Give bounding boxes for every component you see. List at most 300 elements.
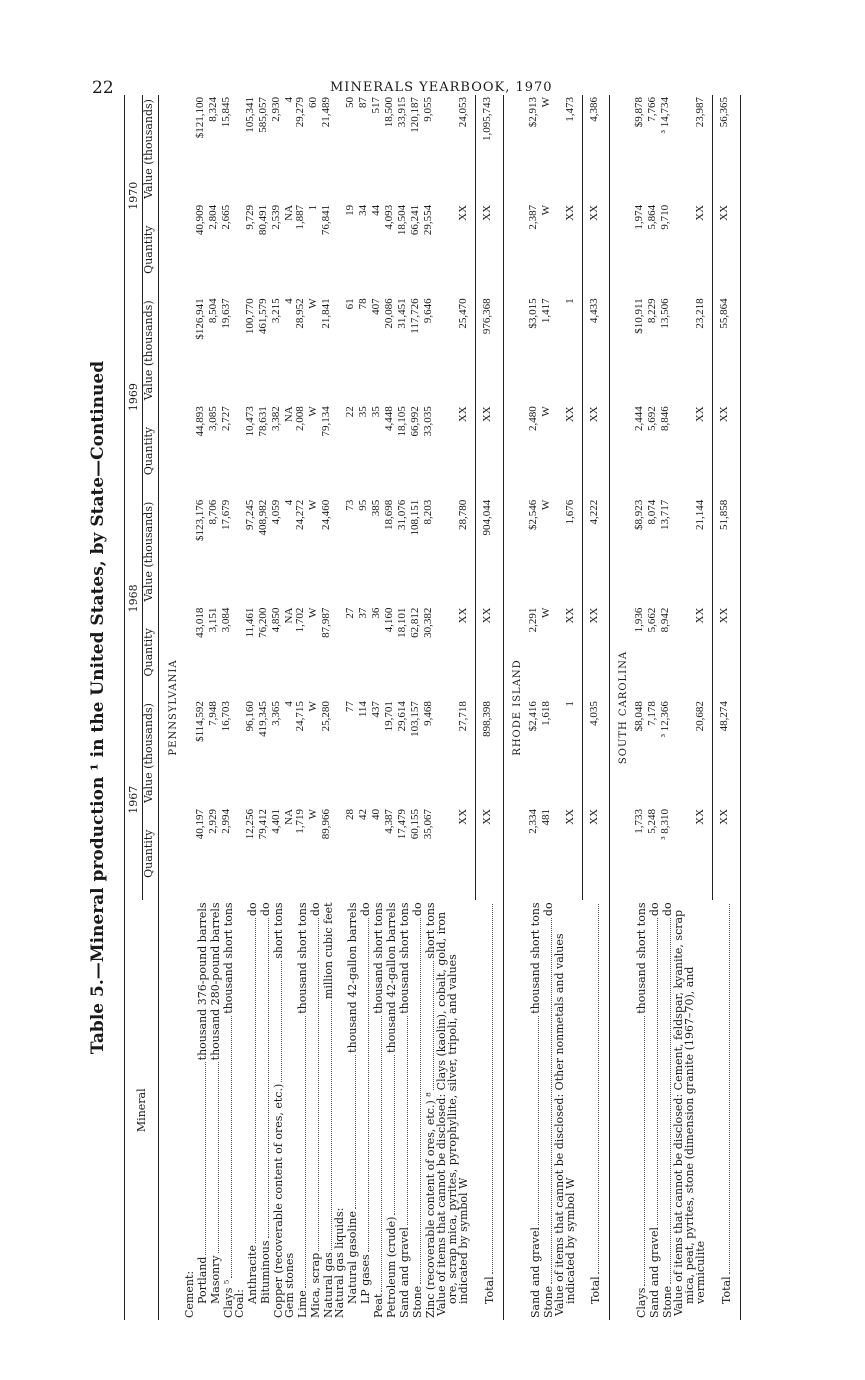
value-cell: 4 (283, 499, 295, 506)
total-value-cell: 55,864 (713, 296, 736, 404)
mineral-label: Bituminous (259, 1240, 272, 1304)
value-cell: 385 (370, 499, 382, 517)
mineral-label: Natural gasoline (346, 1210, 359, 1304)
value-cell: 2,930 (270, 97, 282, 122)
total-quantity-cell: XX (582, 203, 605, 296)
mineral-column-header: Mineral (135, 1088, 148, 1133)
total-value-cell: 56,365 (713, 95, 736, 203)
quantity-cell: 5,248 (646, 808, 658, 834)
quantity-cell: W (307, 808, 319, 820)
quantity-cell: 8,942 (659, 607, 671, 633)
state-heading-row (503, 95, 528, 1320)
value-cell: 8,706 (207, 499, 219, 525)
mineral-cell (234, 900, 245, 1320)
quantity-cell: 30,382 (422, 607, 434, 638)
quantity-cell: 36 (370, 607, 382, 619)
value-cell: 408,982 (257, 499, 269, 536)
value-cell: 24,053 (457, 97, 469, 128)
quantity-cell: W (539, 204, 552, 216)
quantity-cell: 2,444 (633, 406, 645, 432)
quantity-cell: 481 (539, 808, 552, 826)
value-cell: 4,059 (270, 499, 282, 525)
quantity-cell: 8,846 (659, 406, 671, 432)
value-cell: 1,473 (563, 97, 576, 122)
dot-leader (208, 1062, 219, 1253)
value-cell: 15,845 (220, 97, 232, 128)
unit-label: do (411, 902, 424, 917)
value-cell: $123,176 (194, 499, 206, 541)
mineral-cell (541, 900, 554, 1320)
value-cell: 4 (283, 701, 295, 707)
value-cell: 95 (357, 499, 369, 511)
dot-leader (541, 918, 552, 1284)
mineral-label: LP gases (359, 1254, 372, 1304)
value-cell: 23,987 (694, 97, 706, 128)
unit-label: thousand short tons (635, 902, 648, 1014)
total-value-cell: 4,386 (582, 95, 605, 203)
total-quantity-cell: XX (713, 606, 736, 699)
value-cell: $126,941 (194, 298, 206, 340)
quantity-cell: 1,702 (294, 607, 306, 633)
quantity-cell: 4,850 (270, 607, 282, 633)
value-cell: 61 (344, 298, 356, 310)
mineral-cell (384, 900, 397, 1320)
value-cell: 24,460 (320, 499, 332, 530)
value-cell: 13,717 (659, 499, 671, 530)
value-cell: 3,365 (270, 701, 282, 726)
quantity-cell: 35 (370, 406, 382, 418)
quantity-cell: 3,084 (220, 607, 232, 633)
mineral-cell (245, 900, 258, 1320)
value-cell: 1,618 (539, 701, 552, 726)
quantity-cell: 2,387 (526, 204, 539, 230)
quantity-cell: 2,994 (220, 808, 232, 834)
quantity-cell: 1,974 (633, 204, 645, 230)
value-cell: ³ 14,734 (659, 97, 671, 134)
quantity-cell: 5,662 (646, 607, 658, 633)
unit-label: thousand short tons (372, 902, 385, 1014)
dot-leader (358, 918, 369, 1252)
quantity-cell: XX (457, 406, 469, 423)
value-header: Value (thousands) (142, 300, 155, 401)
value-cell: $2,913 (526, 97, 539, 128)
value-cell: 97,245 (244, 499, 256, 530)
state-heading: PENNSYLVANIA (168, 659, 179, 756)
mineral-label-line (528, 902, 541, 1318)
mineral-label: Cement: (183, 1270, 196, 1318)
state-heading: SOUTH CAROLINA (618, 650, 629, 765)
value-cell: 117,726 (409, 298, 421, 334)
quantity-cell: XX (694, 204, 706, 221)
year-header-1969: 1969 (126, 296, 143, 497)
value-cell: 21,489 (320, 97, 332, 128)
unit-label: do (259, 902, 272, 917)
value-cell: 73 (344, 499, 356, 511)
total-quantity-cell: XX (713, 203, 736, 296)
table-row (321, 95, 334, 1320)
unit-label: do (541, 902, 555, 917)
mineral-label-line (410, 902, 423, 1318)
value-cell: 23,218 (694, 298, 706, 329)
value-cell (334, 699, 345, 807)
quantity-cell: 1 (307, 204, 319, 211)
mineral-label-line (397, 902, 410, 1318)
mineral-cell (258, 900, 271, 1320)
quantity-cell: XX (563, 808, 576, 825)
total-label: Total (589, 1276, 602, 1304)
quantity-cell: ³ 8,310 (659, 808, 671, 840)
total-quantity-cell: XX (713, 807, 736, 900)
total-value-cell: 4,433 (582, 296, 605, 404)
quantity-header: Quantity (142, 628, 155, 677)
dot-leader (371, 1016, 382, 1292)
value-cell: 18,698 (383, 499, 395, 530)
quantity-cell (334, 606, 345, 699)
total-value-cell: 48,274 (713, 699, 736, 807)
dot-leader (345, 1055, 356, 1209)
unit-label: thousand 376-pound barrels (196, 902, 209, 1061)
quantity-cell (334, 807, 345, 900)
quantity-cell: 35 (357, 406, 369, 418)
mineral-label: Lime (296, 1290, 309, 1318)
value-cell: 31,451 (396, 298, 408, 329)
mineral-label-line (184, 902, 195, 1318)
quantity-cell: 18,504 (396, 204, 408, 236)
quantity-cell: 29,554 (422, 204, 434, 236)
mineral-cell (673, 900, 706, 1320)
quantity-cell: 2,665 (220, 204, 232, 230)
quantity-cell: 40 (370, 808, 382, 820)
value-cell: W (307, 701, 319, 712)
value-cell: $8,048 (633, 701, 645, 732)
mineral-label: Stone (411, 1285, 424, 1318)
quantity-cell: XX (457, 808, 469, 825)
quantity-cell: 2,929 (207, 808, 219, 834)
mineral-label: Clays (635, 1287, 648, 1318)
total-label: Total (719, 1276, 733, 1304)
quantity-cell: 1,733 (633, 808, 645, 834)
quantity-cell: W (539, 406, 552, 417)
unit-label: short tons (272, 902, 285, 959)
quantity-cell: 60,155 (409, 808, 421, 840)
table-row (436, 95, 469, 1320)
dot-leader (588, 904, 599, 1274)
mineral-cell (647, 900, 660, 1320)
value-header: Value (thousands) (142, 703, 155, 803)
quantity-cell: XX (694, 406, 706, 423)
mineral-label-line (384, 902, 397, 1318)
section-rule-cell (736, 95, 741, 1320)
quantity-cell: 42 (357, 808, 369, 820)
page-number: 22 (92, 78, 114, 98)
quantity-cell: NA (283, 607, 295, 624)
quantity-cell: 1,887 (294, 204, 306, 230)
value-cell: 31,076 (396, 499, 408, 530)
value-cell: 7,766 (646, 97, 658, 122)
value-cell: 100,770 (244, 298, 256, 335)
table-row (221, 95, 234, 1320)
value-cell (334, 296, 345, 404)
table-title: Table 5.—Mineral production ¹ in the United States, by State—Continued (88, 360, 108, 1055)
mineral-cell (528, 900, 541, 1320)
quantity-cell: 3,085 (207, 406, 219, 432)
value-cell: 29,614 (396, 701, 408, 732)
quantity-cell: NA (283, 808, 295, 825)
state-heading-row (160, 95, 184, 1320)
table-body (160, 95, 740, 1320)
value-cell: 21,144 (694, 499, 706, 530)
quantity-cell: 18,101 (396, 607, 408, 638)
total-value-cell: 1,095,743 (476, 95, 499, 203)
total-quantity-cell: XX (582, 606, 605, 699)
mineral-label-line (295, 902, 308, 1318)
mineral-label-line (195, 902, 208, 1318)
mineral-label: Stone (541, 1285, 555, 1318)
quantity-cell (334, 203, 345, 296)
quantity-cell: XX (457, 607, 469, 624)
mineral-label: Mica, scrap (309, 1252, 322, 1318)
value-cell: $114,592 (194, 701, 206, 742)
quantity-cell: 37 (357, 607, 369, 619)
value-cell: 50 (344, 97, 356, 108)
dot-leader (295, 1016, 306, 1288)
mineral-cell (634, 900, 647, 1320)
value-cell: 24,715 (294, 701, 306, 732)
quantity-cell: 3,382 (270, 406, 282, 432)
value-cell: 60 (307, 97, 319, 108)
quantity-cell: W (307, 607, 319, 618)
mineral-label: Zinc (recoverable content of ores, etc.) ⁸ (424, 1092, 437, 1318)
total-value-cell: 4,035 (582, 699, 605, 807)
dot-leader (195, 1062, 206, 1254)
mineral-cell (358, 900, 371, 1320)
unit-label: thousand 42-gallon barrels (385, 902, 398, 1053)
value-cell: 28,780 (457, 499, 469, 530)
mineral-label: Sand and gravel (528, 1227, 542, 1318)
value-cell: W (307, 298, 319, 309)
mineral-label: Coal: (233, 1289, 246, 1318)
mineral-label: Clays ⁵ (222, 1279, 235, 1318)
quantity-cell: 5,864 (646, 204, 658, 230)
quantity-cell: 87,987 (320, 607, 332, 638)
year-header-1970: 1970 (126, 95, 143, 296)
mineral-label-line (371, 902, 384, 1318)
value-cell: 1,676 (563, 499, 576, 525)
mineral-production-table (124, 95, 741, 1320)
value-cell: 19,701 (383, 701, 395, 732)
quantity-cell: 4,093 (383, 204, 395, 230)
value-cell: 96,160 (244, 701, 256, 732)
value-cell: $9,878 (633, 97, 645, 128)
quantity-cell: 27 (344, 607, 356, 619)
mineral-label-line (634, 902, 647, 1318)
value-cell: 20,682 (694, 701, 706, 732)
mineral-cell (554, 900, 576, 1320)
mineral-cell (208, 900, 221, 1320)
rotated-table-block (88, 95, 833, 1320)
mineral-label: Copper (recoverable content of ores, etc.) (272, 1083, 285, 1318)
value-cell: 17,679 (220, 499, 232, 530)
table-row (271, 95, 284, 1320)
state-heading: RHODE ISLAND (511, 659, 523, 756)
quantity-cell: 2,804 (207, 204, 219, 230)
mineral-label-line (221, 902, 234, 1318)
value-cell: $121,100 (194, 97, 206, 139)
value-cell: 3,215 (270, 298, 282, 324)
value-cell: 108,151 (409, 499, 421, 536)
value-cell: 25,280 (320, 701, 332, 732)
unit-label: do (648, 902, 661, 917)
total-label-cell (713, 900, 736, 1320)
quantity-cell: 2,008 (294, 406, 306, 432)
mineral-label: Value of items that cannot be disclosed: Cement, feldspar, kyanite, scrap mica, peat, pyrites, stone (dimension granite (1967–70), and vermiculite (672, 909, 707, 1316)
value-cell: 33,915 (396, 97, 408, 128)
value-cell: 18,500 (383, 97, 395, 128)
quantity-cell: W (307, 406, 319, 417)
year-header-1968: 1968 (126, 498, 143, 699)
quantity-cell: 66,992 (409, 406, 421, 437)
value-cell: 9,646 (422, 298, 434, 324)
quantity-cell: 2,539 (270, 204, 282, 230)
dot-leader (258, 918, 269, 1238)
mineral-cell (410, 900, 423, 1320)
value-cell: 9,055 (422, 97, 434, 122)
quantity-cell: 34 (357, 204, 369, 216)
quantity-cell: XX (694, 607, 706, 624)
total-label-line (719, 902, 732, 1318)
quantity-cell: 44,893 (194, 406, 206, 437)
value-cell: 407 (370, 298, 382, 315)
quantity-cell: 79,412 (257, 808, 269, 840)
total-quantity-cell: XX (476, 404, 499, 497)
value-cell: 77 (344, 701, 356, 713)
quantity-cell: 80,491 (257, 204, 269, 236)
value-cell: $2,416 (526, 701, 539, 732)
total-value-cell: 898,398 (476, 699, 499, 807)
mineral-cell (221, 900, 234, 1320)
mineral-cell (184, 900, 195, 1320)
value-cell: $3,015 (526, 298, 539, 329)
section-rule (736, 95, 741, 1320)
table-row (554, 95, 576, 1320)
unit-label: do (359, 902, 372, 917)
value-cell: $10,911 (633, 298, 645, 334)
dot-leader (423, 961, 434, 1091)
dot-leader (719, 904, 730, 1274)
value-cell: 19,637 (220, 298, 232, 329)
value-cell: W (539, 97, 552, 108)
value-cell: W (539, 499, 552, 511)
value-cell: $8,923 (633, 499, 645, 530)
quantity-header: Quantity (142, 225, 155, 274)
value-cell: 16,703 (220, 701, 232, 732)
total-value-cell: 51,858 (713, 498, 736, 606)
mineral-cell (436, 900, 469, 1320)
value-cell: 20,086 (383, 298, 395, 329)
total-row (476, 95, 499, 1320)
dot-leader (271, 961, 282, 1082)
quantity-cell: XX (457, 204, 469, 221)
total-label-line (588, 902, 601, 1318)
value-cell: 4 (283, 298, 295, 304)
quantity-cell: 4,448 (383, 406, 395, 432)
quantity-cell: 9,710 (659, 204, 671, 230)
quantity-cell: 44 (370, 204, 382, 216)
unit-label: do (246, 902, 259, 917)
mineral-label-line (358, 902, 371, 1318)
mineral-label: Sand and gravel (398, 1227, 411, 1318)
mineral-label-line (208, 902, 221, 1318)
quantity-cell: NA (283, 204, 295, 221)
value-cell: 437 (370, 701, 382, 718)
total-quantity-cell: XX (713, 404, 736, 497)
quantity-cell: 10,473 (244, 406, 256, 437)
mineral-label: Gem stones (283, 1252, 296, 1318)
total-value-cell: 904,044 (476, 498, 499, 606)
unit-label: thousand short tons (222, 902, 235, 1014)
quantity-cell: 78,631 (257, 406, 269, 437)
total-label: Total (482, 1276, 496, 1304)
mineral-label-line (284, 902, 295, 1318)
value-cell: 21,841 (320, 298, 332, 329)
dot-leader (660, 918, 671, 1284)
unit-label: thousand short tons (528, 902, 542, 1014)
value-cell (334, 95, 345, 203)
total-label-line (482, 902, 495, 1318)
quantity-cell: 11,461 (244, 607, 256, 638)
year-header-1967: 1967 (126, 699, 143, 900)
quantity-cell: XX (563, 204, 576, 221)
mineral-cell (295, 900, 308, 1320)
mineral-label: Value of items that cannot be disclosed: Clays (kaolin), cobalt, gold, iron ore, scrap mica, pyrites, pyrophyllite, silver, tripoli, and values indicated by symbol W (435, 911, 470, 1316)
total-quantity-cell: XX (476, 807, 499, 900)
total-quantity-cell: XX (476, 606, 499, 699)
unit-label: thousand short tons (296, 902, 309, 1014)
value-cell: 9,468 (422, 701, 434, 726)
total-quantity-cell: XX (582, 404, 605, 497)
quantity-header: Quantity (142, 426, 155, 476)
mineral-label: Portland (196, 1256, 209, 1304)
quantity-cell: 28 (344, 808, 356, 820)
value-cell: 114 (357, 701, 369, 718)
quantity-cell: 2,334 (526, 808, 539, 834)
value-cell: 13,506 (659, 298, 671, 329)
quantity-cell: XX (694, 808, 706, 825)
unit-label: thousand 42-gallon barrels (346, 902, 359, 1053)
mineral-label: Natural gas liquids: (333, 1207, 346, 1318)
value-cell: 24,272 (294, 499, 306, 530)
total-value-cell: 4,222 (582, 498, 605, 606)
value-cell: 103,157 (409, 701, 421, 737)
quantity-cell: W (539, 607, 552, 618)
dot-leader (647, 918, 658, 1225)
dot-leader (482, 904, 493, 1274)
quantity-cell: 40,909 (194, 204, 206, 236)
quantity-cell: 76,841 (320, 204, 332, 236)
mineral-cell (308, 900, 321, 1320)
table-row (541, 95, 554, 1320)
value-cell: 27,718 (457, 701, 469, 732)
mineral-label-line (245, 902, 258, 1318)
dot-leader (397, 1016, 408, 1225)
quantity-cell: 35,067 (422, 808, 434, 840)
value-cell: 120,187 (409, 97, 421, 133)
total-label-cell (582, 900, 605, 1320)
mineral-label-line (334, 902, 345, 1318)
unit-label: do (309, 902, 322, 917)
dot-leader (528, 1016, 539, 1225)
dot-leader (410, 918, 421, 1284)
